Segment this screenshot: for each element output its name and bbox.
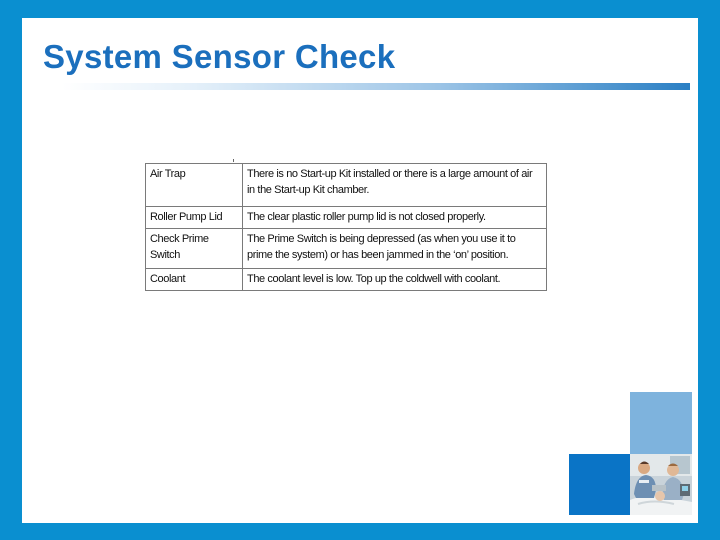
decorative-square-dark xyxy=(569,454,630,515)
clinical-staff-photo xyxy=(630,454,692,515)
sensor-description-cell: There is no Start-up Kit installed or there is a large amount of air in the Start-up Kit chamber. xyxy=(243,164,547,207)
sensor-table xyxy=(145,163,547,291)
title-underline xyxy=(62,83,690,90)
table-row xyxy=(146,229,547,269)
sensor-description-cell: The coolant level is low. Top up the coldwell with coolant. xyxy=(243,269,547,291)
table-row xyxy=(146,269,547,291)
sensor-name-cell: Air Trap xyxy=(146,164,243,207)
sensor-description-cell: The clear plastic roller pump lid is not closed properly. xyxy=(243,207,547,229)
slide xyxy=(22,18,698,523)
clinical-staff-photo-graphic xyxy=(630,454,692,515)
sensor-name-cell: Roller Pump Lid xyxy=(146,207,243,229)
table-marker xyxy=(233,159,234,162)
slide-title: System Sensor Check xyxy=(43,38,396,75)
table-row xyxy=(146,164,547,207)
table-row xyxy=(146,207,547,229)
sensor-name-cell: Check Prime Switch xyxy=(146,229,243,269)
sensor-description-cell: The Prime Switch is being depressed (as when you use it to prime the system) or has been jammed in the ‘on’ position. xyxy=(243,229,547,269)
sensor-name-cell: Coolant xyxy=(146,269,243,291)
decorative-square-light xyxy=(630,392,692,454)
